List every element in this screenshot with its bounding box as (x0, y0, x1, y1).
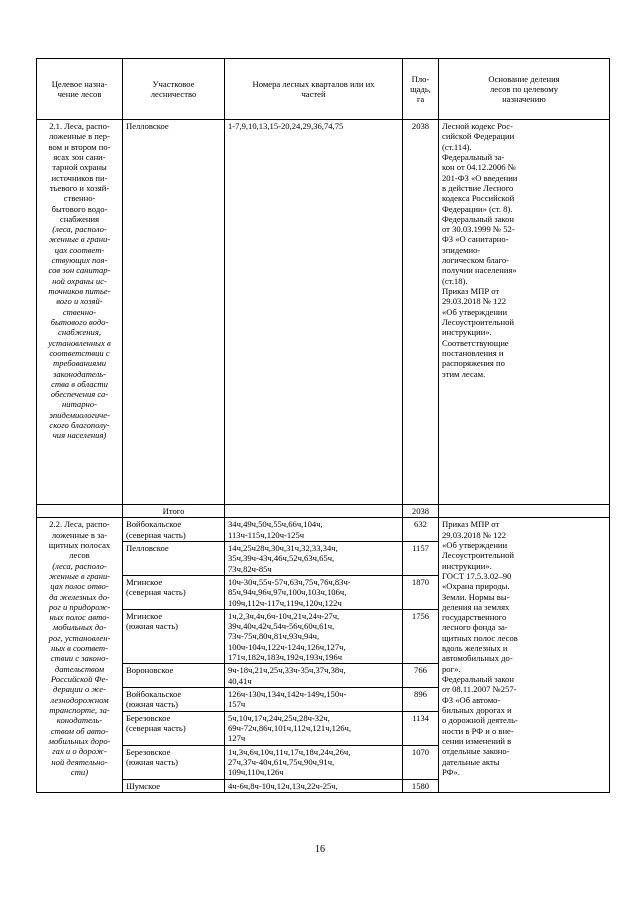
text-line: рог». (442, 663, 461, 674)
text-line: ясах зон сани- (53, 151, 106, 162)
text-line: ством об авто- (50, 725, 109, 736)
text-line: «Об утверждении (442, 306, 508, 317)
text-line: рог и придорож- (48, 601, 111, 612)
header-basis (439, 59, 610, 120)
text-line: 1ч,2,3ч,4ч,6ч-10ч,21ч,24ч-27ч, (228, 610, 340, 621)
text-line: 34ч,49ч,50ч,55ч,66ч,104ч, (228, 519, 323, 530)
text-line: 9ч-18ч,21ч,25ч,33ч-35ч,37ч,38ч, (228, 665, 346, 676)
text-line: щитных полос лесов (442, 632, 518, 643)
text-line: цах соответ- (54, 244, 105, 255)
text-line: Шумское (126, 780, 161, 791)
forestry-cell (123, 711, 225, 745)
text-line: Федеральный закон (442, 674, 515, 684)
quarters-cell (225, 541, 403, 575)
forestry-cell (123, 664, 225, 688)
text-line: цах полос отво- (50, 581, 109, 592)
text-line: эпидемио- (442, 244, 481, 255)
forestry-cell (123, 779, 225, 792)
text-line: вдоль железных и (442, 643, 508, 654)
text-line: законодатель- (52, 368, 107, 379)
text-line: (северная часть) (126, 529, 186, 540)
text-line: конодатель- (56, 715, 103, 726)
text-line: Участковое (152, 78, 195, 89)
text-line: гах и о дорож- (52, 746, 107, 757)
area-cell (403, 745, 439, 779)
text-line: 157ч (228, 699, 246, 710)
text-line: Федеральный закон (442, 213, 515, 224)
text-line: установленных в (48, 337, 111, 348)
text-line: 69ч-72ч,86ч,101ч,112ч,121ч,126ч, (228, 722, 352, 733)
text-line: ствии с законо- (50, 653, 109, 664)
text-line: чия населения) (52, 430, 107, 441)
header-purpose (37, 59, 123, 120)
text-line: вом и втором по- (48, 141, 111, 152)
text-line: (южная часть) (126, 621, 179, 632)
text-line: 85ч,94ч,96ч,97ч,100ч,103ч,106ч, (228, 587, 347, 598)
text-line: 73ч-75ч,80ч,81ч,93ч,94ч, (228, 631, 320, 642)
forestry-cell (123, 575, 225, 609)
text-line: 171ч,182ч,183ч,192ч,193ч,196ч (228, 652, 343, 663)
text-line: Войбокальское (126, 519, 182, 530)
text-line: ФЗ «О санитарно- (442, 234, 509, 245)
section-2-2-basis (439, 518, 610, 793)
text-line: от 30.03.1999 № 52- (442, 224, 515, 235)
text-line: Войбокальское (126, 689, 182, 699)
text-line: снабжения (59, 213, 100, 224)
text-line: 100ч-104ч,122ч-124ч,126ч,127ч, (228, 641, 346, 652)
text-line: 1756 (411, 610, 430, 621)
section-2-1-row (37, 120, 610, 505)
text-line: 10ч-30ч,55ч-57ч,63ч,75ч,76ч,83ч- (228, 576, 351, 587)
text-line: логическом благо- (442, 255, 510, 266)
text-line: Соответствующие (442, 337, 509, 348)
text-line: лесного фонда за- (442, 622, 508, 633)
quarters-cell (225, 745, 403, 779)
text-line: ложенные в пер- (49, 131, 110, 142)
text-line: (южная часть) (126, 699, 179, 710)
text-line: 5ч,10ч,17ч,24ч,25ч,28ч-32ч, (228, 712, 330, 723)
text-line: эпидемиологиче- (49, 409, 110, 420)
text-line: Федеральный за- (442, 151, 505, 162)
quarters-cell (225, 518, 403, 542)
text-line: (южная часть) (126, 756, 179, 767)
text-line: ственно- (62, 306, 97, 317)
text-line: частей (301, 89, 326, 99)
text-line: 29.03.2018 № 122 (442, 529, 507, 540)
total-row (37, 505, 610, 518)
text-line: 1870 (411, 576, 430, 587)
text-line: да железных до- (49, 591, 110, 602)
forestry-cell (123, 541, 225, 575)
text-line: 2.2. Леса, распо- (49, 519, 110, 530)
area-cell (403, 575, 439, 609)
area-cell (403, 664, 439, 688)
text-line: бытового водо- (51, 203, 108, 214)
page-number: 16 (315, 844, 325, 855)
text-line: мобильных до- (52, 622, 107, 633)
text-line: ных в соответ- (51, 643, 108, 654)
quarters-cell (225, 575, 403, 609)
text-line: от 08.11.2007 №257- (442, 684, 517, 695)
area-cell (403, 711, 439, 745)
text-line: 14ч,25ч28ч,30ч,31ч,32,33,34ч, (228, 542, 338, 553)
text-line: Российской Фе- (50, 674, 109, 684)
text-line: 126ч-130ч,134ч,142ч-149ч,150ч- (228, 689, 347, 699)
forestry-cell (123, 518, 225, 542)
header-area (403, 59, 439, 120)
text-line: Лесоустроительной (442, 316, 515, 327)
text-line: 109ч,112ч-117ч,119ч,120ч,122ч (228, 597, 342, 608)
text-line: 1580 (411, 780, 430, 791)
text-line: Целевое назна- (51, 78, 108, 89)
text-line: Пелловское (126, 121, 169, 131)
text-line: государственного (442, 612, 507, 623)
section-2-1-purpose (37, 120, 123, 505)
text-line: Приказ МПР от (442, 519, 500, 530)
section-2-2-row (37, 518, 610, 542)
text-line: 109ч,110ч,126ч (228, 767, 284, 778)
text-line: ственно- (63, 193, 96, 204)
text-line: отдельные законо- (442, 746, 510, 757)
text-line: деления на землях (442, 601, 510, 612)
text-line: ствующих поя- (51, 255, 108, 266)
text-line: мобильных доро- (48, 735, 111, 746)
text-line: рог, установлен- (48, 632, 111, 643)
area-cell (403, 609, 439, 664)
text-line: получии населения» (442, 265, 517, 276)
text-line: распоряжения по (442, 358, 505, 369)
text-line: (северная часть) (126, 722, 186, 733)
section-2-2-purpose (37, 518, 123, 793)
text-line: Основание деления (488, 73, 560, 84)
text-line: Лесоустроительной (442, 550, 515, 561)
text-line: 27ч,37ч-40ч,61ч,75ч,90ч,91ч, (228, 756, 335, 767)
text-line: (ст.18). (442, 275, 468, 286)
text-line: ГОСТ 17.5.3.02–90 (442, 570, 512, 581)
text-line: 1070 (411, 746, 430, 757)
text-line: бильных дорогах и (442, 704, 512, 715)
text-line: 1157 (412, 542, 429, 553)
area-cell (403, 518, 439, 542)
text-line: 2.1. Леса, распо- (49, 121, 110, 131)
area-cell (403, 688, 439, 712)
text-line: «Охрана природы. (442, 581, 510, 592)
text-line: ФЗ «Об автомо- (442, 694, 501, 705)
forestry-cell (123, 688, 225, 712)
forest-purpose-table (36, 58, 610, 793)
text-line: чение лесов (57, 89, 102, 99)
text-line: (леса, располо- (52, 560, 107, 571)
section-2-1-forestry (123, 120, 225, 505)
text-line: соответствии с (49, 347, 110, 358)
text-line: Приказ МПР от (442, 286, 500, 296)
text-line: 632 (414, 519, 427, 530)
text-line: ложенные в за- (51, 529, 108, 540)
text-line: лезнодорожном (50, 694, 109, 705)
quarters-cell (225, 664, 403, 688)
text-line: ной деятельно- (51, 756, 108, 767)
text-line: 4ч-6ч,8ч-10ч,12ч,13ч,22ч-25ч, (228, 780, 338, 791)
text-line: Березовское (126, 746, 171, 757)
text-line: Номера лесных кварталов или их (252, 78, 375, 89)
text-line: Федерации» (ст. 8). (442, 203, 513, 214)
text-line: 29.03.2018 № 122 (442, 296, 507, 307)
area-cell (403, 541, 439, 575)
text-line: кодекса Российской (442, 193, 515, 204)
text-line: «Об утверждении (442, 539, 508, 550)
text-line: 1-7,9,10,13,15-20,24,29,36,74,75 (228, 121, 344, 131)
text-line: (ст.114). (442, 141, 472, 152)
text-line: назначению (502, 94, 546, 105)
text-line: лесов (69, 550, 90, 561)
text-line: 2038 (411, 121, 430, 131)
text-line: в действие Лесного (442, 182, 514, 193)
text-line: сти) (70, 766, 89, 777)
text-line: ных полос авто- (49, 612, 110, 623)
text-line: дерации о же- (53, 684, 106, 695)
text-line: кон от 04.12.2006 № (442, 162, 516, 173)
text-line: га (416, 94, 425, 105)
text-line: 896 (414, 689, 427, 699)
text-line: ной охраны ис- (52, 275, 107, 286)
text-line: транспорте, за- (49, 704, 110, 715)
text-line: Земли. Нормы вы- (442, 591, 510, 602)
text-line: требованиями (52, 358, 106, 369)
text-line: Пло- (411, 73, 430, 84)
total-label (123, 505, 225, 518)
text-line: Вороновское (126, 665, 174, 676)
text-line: РФ». (442, 766, 460, 777)
text-line: автомобильных до- (442, 653, 513, 664)
text-line: 73ч,82ч-85ч (228, 563, 272, 574)
text-line: тьевого и хозяй- (49, 182, 110, 193)
header-row (37, 59, 610, 120)
text-line: женные в грани- (48, 570, 111, 581)
section-2-1-quarters (225, 120, 403, 505)
quarters-cell (225, 688, 403, 712)
section-2-1-area (403, 120, 439, 505)
quarters-cell (225, 779, 403, 792)
text-line: точников питье- (48, 286, 111, 296)
text-line: 1134 (412, 712, 429, 723)
text-line: ского благополу- (49, 420, 110, 431)
text-line: 113ч-115ч,120ч-125ч (228, 529, 305, 540)
text-line: Пелловское (126, 542, 169, 553)
text-line: Мгинское (126, 610, 163, 621)
text-line: ства в области (51, 378, 108, 389)
total-area (403, 505, 439, 518)
text-line: (северная часть) (126, 587, 186, 598)
header-quarters (225, 59, 403, 120)
text-line: 2038 (411, 506, 430, 516)
text-line: бытового водо- (50, 316, 109, 327)
text-line: женные в грани- (48, 234, 111, 245)
text-line: Лесной кодекс Рос- (442, 121, 513, 131)
text-line: лесничество (150, 89, 197, 99)
text-line: этим лесам. (442, 368, 486, 379)
forestry-cell (123, 609, 225, 664)
text-line: 127ч (228, 733, 246, 744)
text-line: нитарно- (62, 399, 97, 410)
text-line: Итого (162, 506, 185, 516)
forestry-cell (123, 745, 225, 779)
text-line: дательством (54, 663, 105, 674)
quarters-cell (225, 711, 403, 745)
text-line: сов зон санитар- (48, 265, 111, 276)
text-line: постановления и (442, 347, 504, 358)
text-line: Березовское (126, 712, 171, 723)
text-line: вого и хозяй- (56, 296, 103, 307)
text-line: Мгинское (126, 576, 163, 587)
text-line: источников пи- (51, 172, 108, 183)
header-forestry (123, 59, 225, 120)
text-line: 39ч,40ч,42ч,54ч-56ч,60ч,61ч, (228, 621, 335, 632)
text-line: 201-ФЗ «О введении (442, 172, 518, 183)
text-line: 40,41ч (228, 675, 252, 686)
text-line: 766 (414, 665, 427, 676)
text-line: щитных полосах (48, 539, 111, 550)
text-line: сении изменений в (442, 735, 512, 746)
text-line: тарной охраны (52, 162, 107, 173)
section-2-1-basis (439, 120, 610, 505)
text-line: дательные акты (442, 756, 500, 767)
text-line: снабжения, (58, 327, 101, 338)
text-line: 35ч,39ч-43ч,46ч,52ч,63ч,65ч, (228, 553, 335, 564)
quarters-cell (225, 609, 403, 664)
text-line: инструкции». (442, 327, 492, 338)
text-line: лесов по целевому (489, 83, 559, 94)
text-line: 1ч,3ч,6ч,10ч,11ч,17ч,18ч,24ч,26ч, (228, 746, 351, 757)
text-line: о дорожной деятель- (442, 715, 518, 726)
text-line: сийской Федерации (442, 131, 515, 142)
text-line: (леса, располо- (52, 224, 107, 235)
text-line: ности в РФ и о вне- (442, 725, 514, 736)
text-line: инструкции». (442, 560, 492, 571)
text-line: щадь, (410, 83, 431, 94)
text-line: обеспечения са- (50, 389, 109, 400)
area-cell (403, 779, 439, 792)
